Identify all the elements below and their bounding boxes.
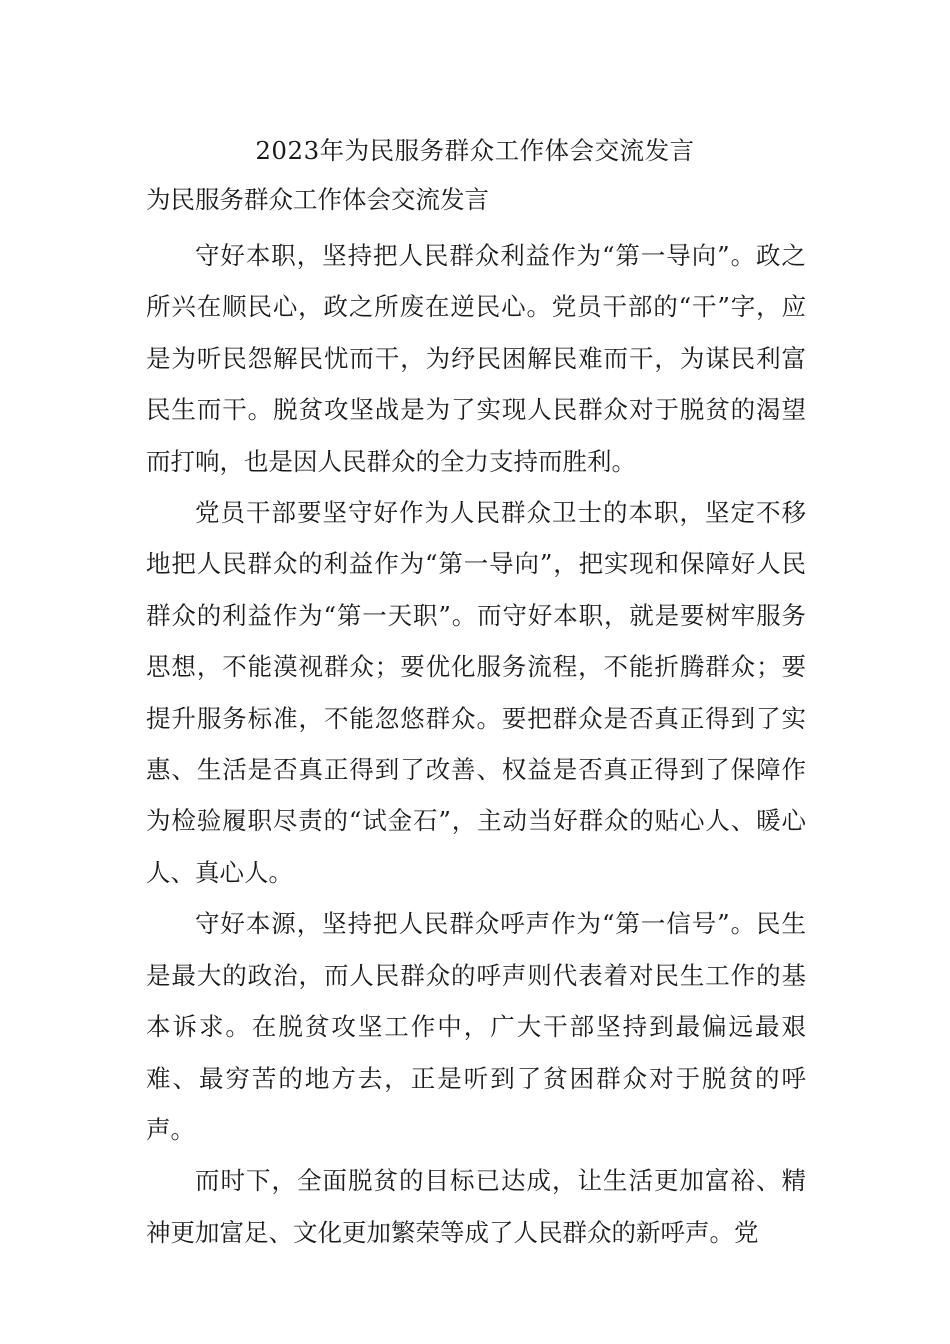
document-subtitle: 为民服务群众工作体会交流发言 bbox=[146, 185, 489, 214]
paragraph: 而时下，全面脱贫的目标已达成，让生活更加富裕、精神更加富足、文化更加繁荣等成了人民群众的新呼声。党 bbox=[146, 1166, 806, 1247]
document-title: 2023年为民服务群众工作体会交流发言 bbox=[255, 136, 695, 165]
paragraph: 守好本源，坚持把人民群众呼声作为“第一信号”。民生是最大的政治，而人民群众的呼声则代表着对民生工作的基本诉求。在脱贫攻坚工作中，广大干部坚持到最偏远最艰难、最穷苦的地方去，正是听到了贫困群众对于脱贫的呼声。 bbox=[146, 909, 806, 1144]
paragraph: 守好本职，坚持把人民群众利益作为“第一导向”。政之所兴在顺民心，政之所废在逆民心。党员干部的“干”字，应是为听民怨解民忧而干，为纾民困解民难而干，为谋民利富民生而干。脱贫攻坚战是为了实现人民群众对于脱贫的渴望而打响，也是因人民群众的全力支持而胜利。 bbox=[146, 241, 806, 476]
paragraph: 党员干部要坚守好作为人民群众卫士的本职，坚定不移地把人民群众的利益作为“第一导向”，把实现和保障好人民群众的利益作为“第一天职”。而守好本职，就是要树牢服务思想，不能漠视群众；要优化服务流程，不能折腾群众；要提升服务标准，不能忽悠群众。要把群众是否真正得到了实惠、生活是否真正得到了改善、权益是否真正得到了保障作为检验履职尽责的“试金石”，主动当好群众的贴心人、暖心人、真心人。 bbox=[146, 498, 806, 887]
document-body bbox=[146, 230, 806, 1258]
